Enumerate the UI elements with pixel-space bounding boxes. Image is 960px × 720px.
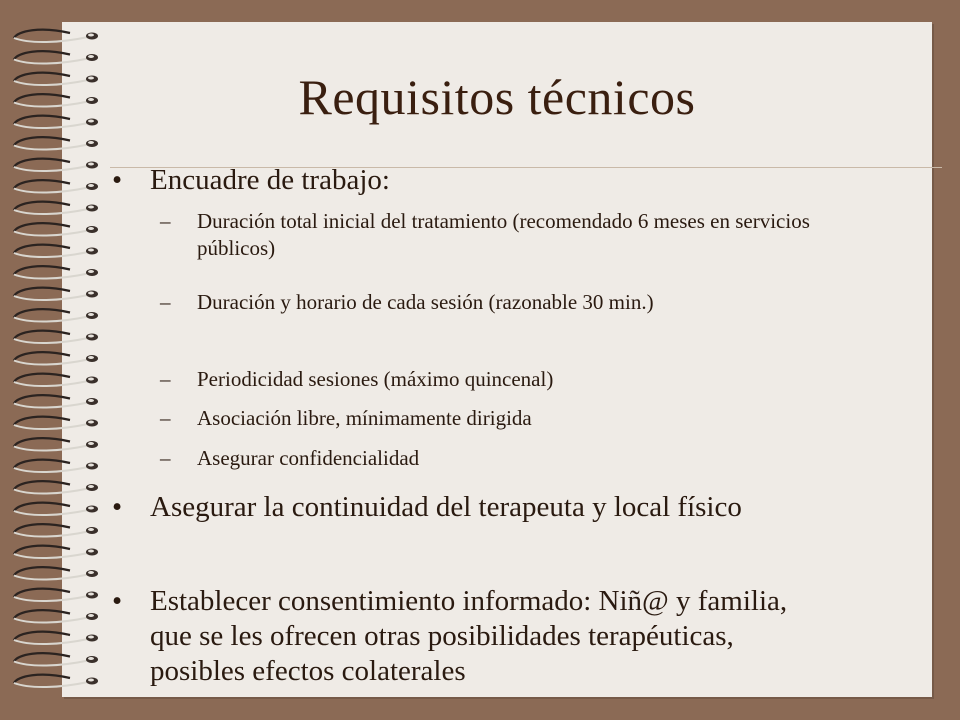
sub-item-text: Periodicidad sesiones (máximo quincenal) (197, 367, 554, 391)
sub-item-text: Asociación libre, mínimamente dirigida (197, 406, 532, 430)
sub-item (160, 445, 890, 472)
sub-item (160, 405, 890, 432)
sub-item-text: Asegurar confidencialidad (197, 446, 420, 470)
bullet-item (112, 163, 832, 198)
dash-marker: – (160, 209, 171, 233)
bullet-marker: • (112, 164, 123, 196)
dash-marker: – (160, 406, 171, 430)
bullet-text: Encuadre de trabajo: (150, 164, 390, 196)
dash-marker: – (160, 367, 171, 391)
sub-item (160, 366, 890, 393)
slide-title: Requisitos técnicos (298, 69, 696, 125)
dash-marker: – (160, 446, 171, 470)
sub-item-text: Duración total inicial del tratamiento (recomendado 6 meses en servicios públicos) (197, 209, 810, 260)
sub-item (160, 208, 890, 262)
bullet-text: Asegurar la continuidad del terapeuta y local físico (150, 491, 742, 523)
bullet-marker: • (112, 491, 123, 523)
bullet-text: Establecer consentimiento informado: Niñ@ y familia, que se les ofrecen otras posibilidades terapéuticas, posibles efectos colaterales (150, 585, 788, 687)
dash-marker: – (160, 290, 171, 314)
sub-item-text: Duración y horario de cada sesión (razonable 30 min.) (197, 290, 654, 314)
bullet-item (112, 584, 832, 689)
sub-item (160, 289, 890, 316)
bullet-marker: • (112, 585, 123, 617)
bullet-item (112, 490, 832, 525)
